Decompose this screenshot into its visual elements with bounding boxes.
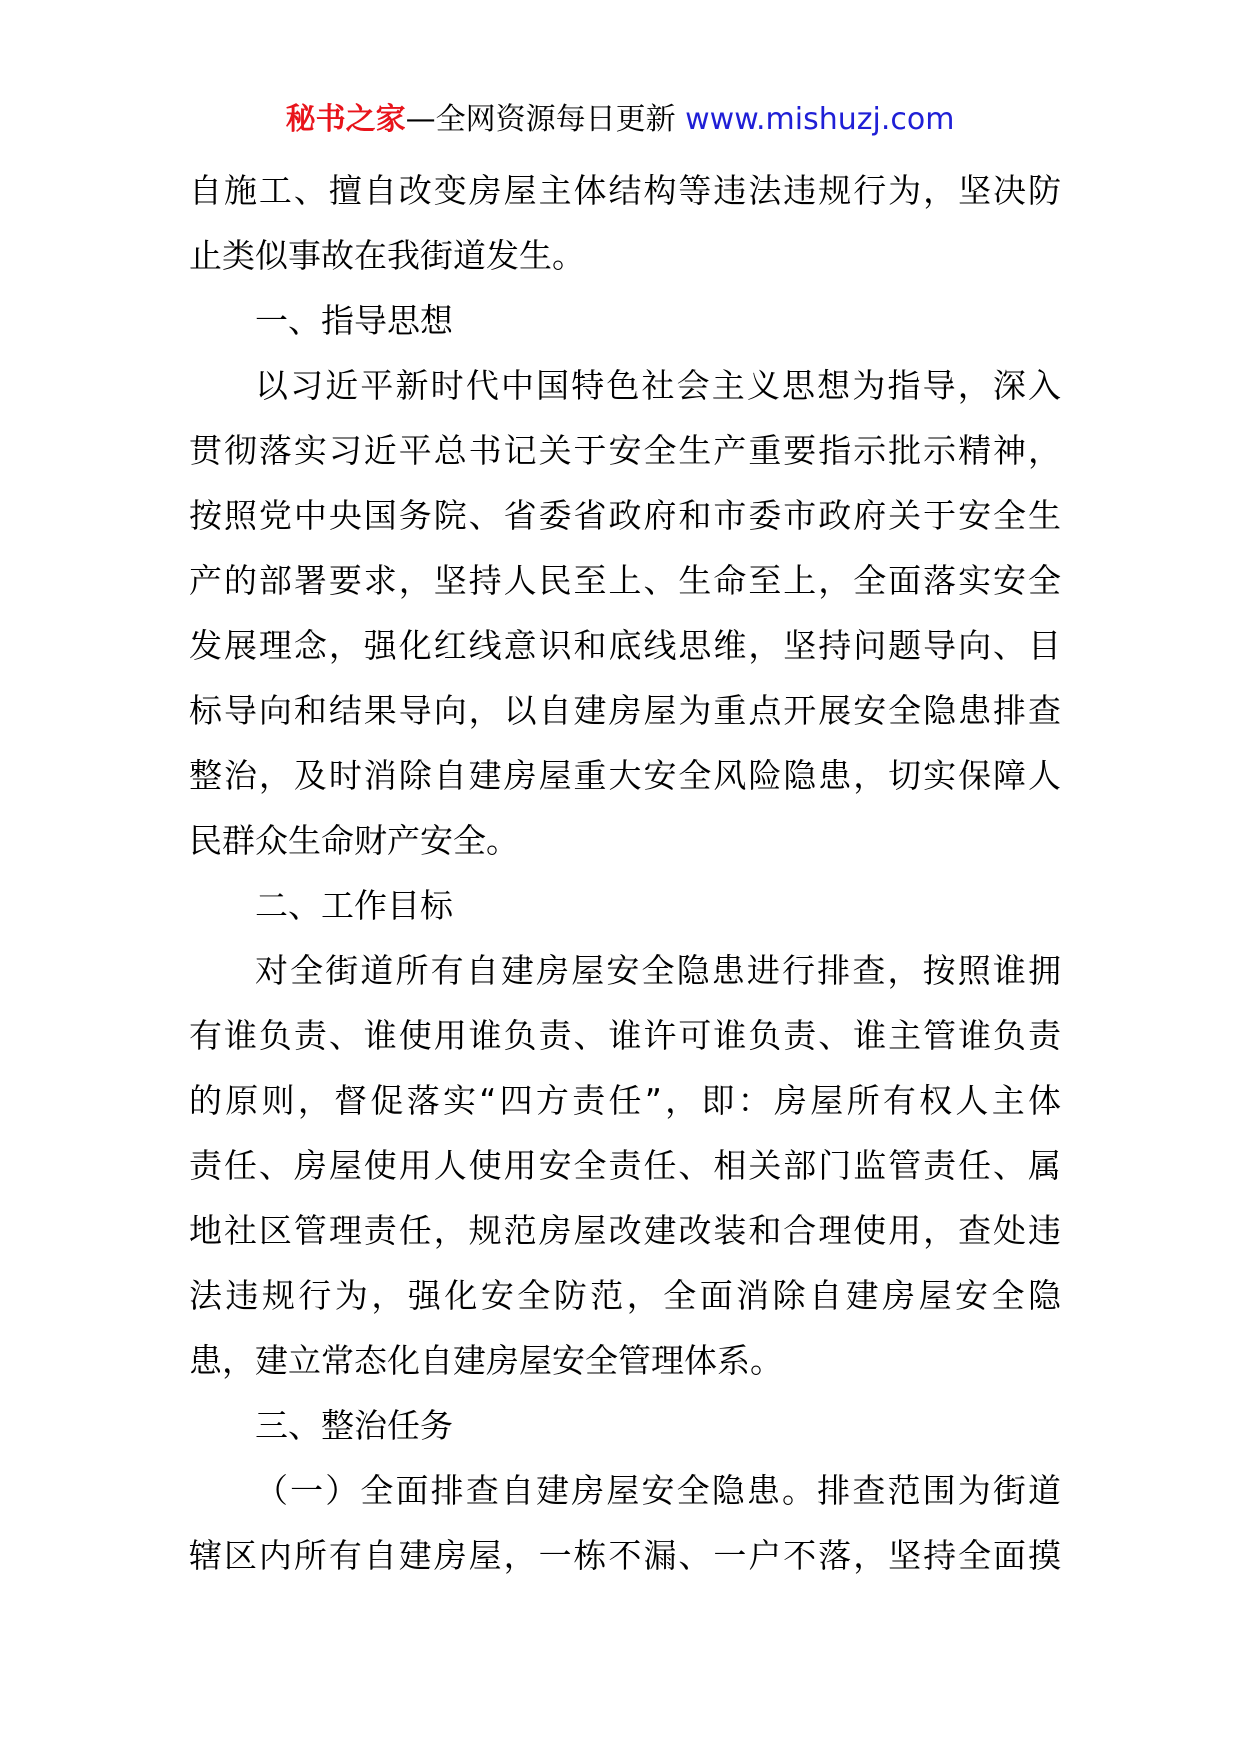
site-brand: 秘书之家 [285,102,406,137]
text-line: 产的部署要求，坚持人民至上、生命至上，全面落实安全 [189,561,1061,600]
text-line: 按照党中央国务院、省委省政府和市委市政府关于安全生 [189,496,1061,535]
text-line: 民群众生命财产安全。 [189,821,519,860]
text-line: 止类似事故在我街道发生。 [189,236,585,275]
site-slogan: —全网资源每日更新 [405,102,676,137]
text-line: 发展理念，强化红线意识和底线思维，坚持问题导向、目 [189,626,1061,665]
text-line: 的原则，督促落实“四方责任”，即：房屋所有权人主体 [189,1081,1061,1120]
site-url-link[interactable]: www.mishuzj.com [685,102,955,137]
text-line: 法违规行为，强化安全防范，全面消除自建房屋安全隐 [189,1276,1061,1315]
text-line: 对全街道所有自建房屋安全隐患进行排查，按照谁拥 [255,951,1061,990]
page-header [0,98,1240,142]
text-line: 自施工、擅自改变房屋主体结构等违法违规行为，坚决防 [189,171,1061,210]
text-line: 地社区管理责任，规范房屋改建改装和合理使用，查处违 [189,1211,1061,1250]
text-line: 以习近平新时代中国特色社会主义思想为指导，深入 [255,366,1061,405]
text-line: 标导向和结果导向，以自建房屋为重点开展安全隐患排查 [189,691,1061,730]
text-line: 二、工作目标 [255,886,453,925]
text-line: 贯彻落实习近平总书记关于安全生产重要指示批示精神， [189,431,1061,470]
document-body [189,158,1061,1588]
text-line: （一）全面排查自建房屋安全隐患。排查范围为街道 [255,1471,1061,1510]
text-line: 整治，及时消除自建房屋重大安全风险隐患，切实保障人 [189,756,1061,795]
text-line: 一、指导思想 [255,301,453,340]
text-line: 责任、房屋使用人使用安全责任、相关部门监管责任、属 [189,1146,1061,1185]
text-line: 有谁负责、谁使用谁负责、谁许可谁负责、谁主管谁负责 [189,1016,1061,1055]
text-line: 三、整治任务 [255,1406,453,1445]
text-line: 辖区内所有自建房屋，一栋不漏、一户不落，坚持全面摸 [189,1536,1061,1575]
text-line: 患，建立常态化自建房屋安全管理体系。 [189,1341,783,1380]
